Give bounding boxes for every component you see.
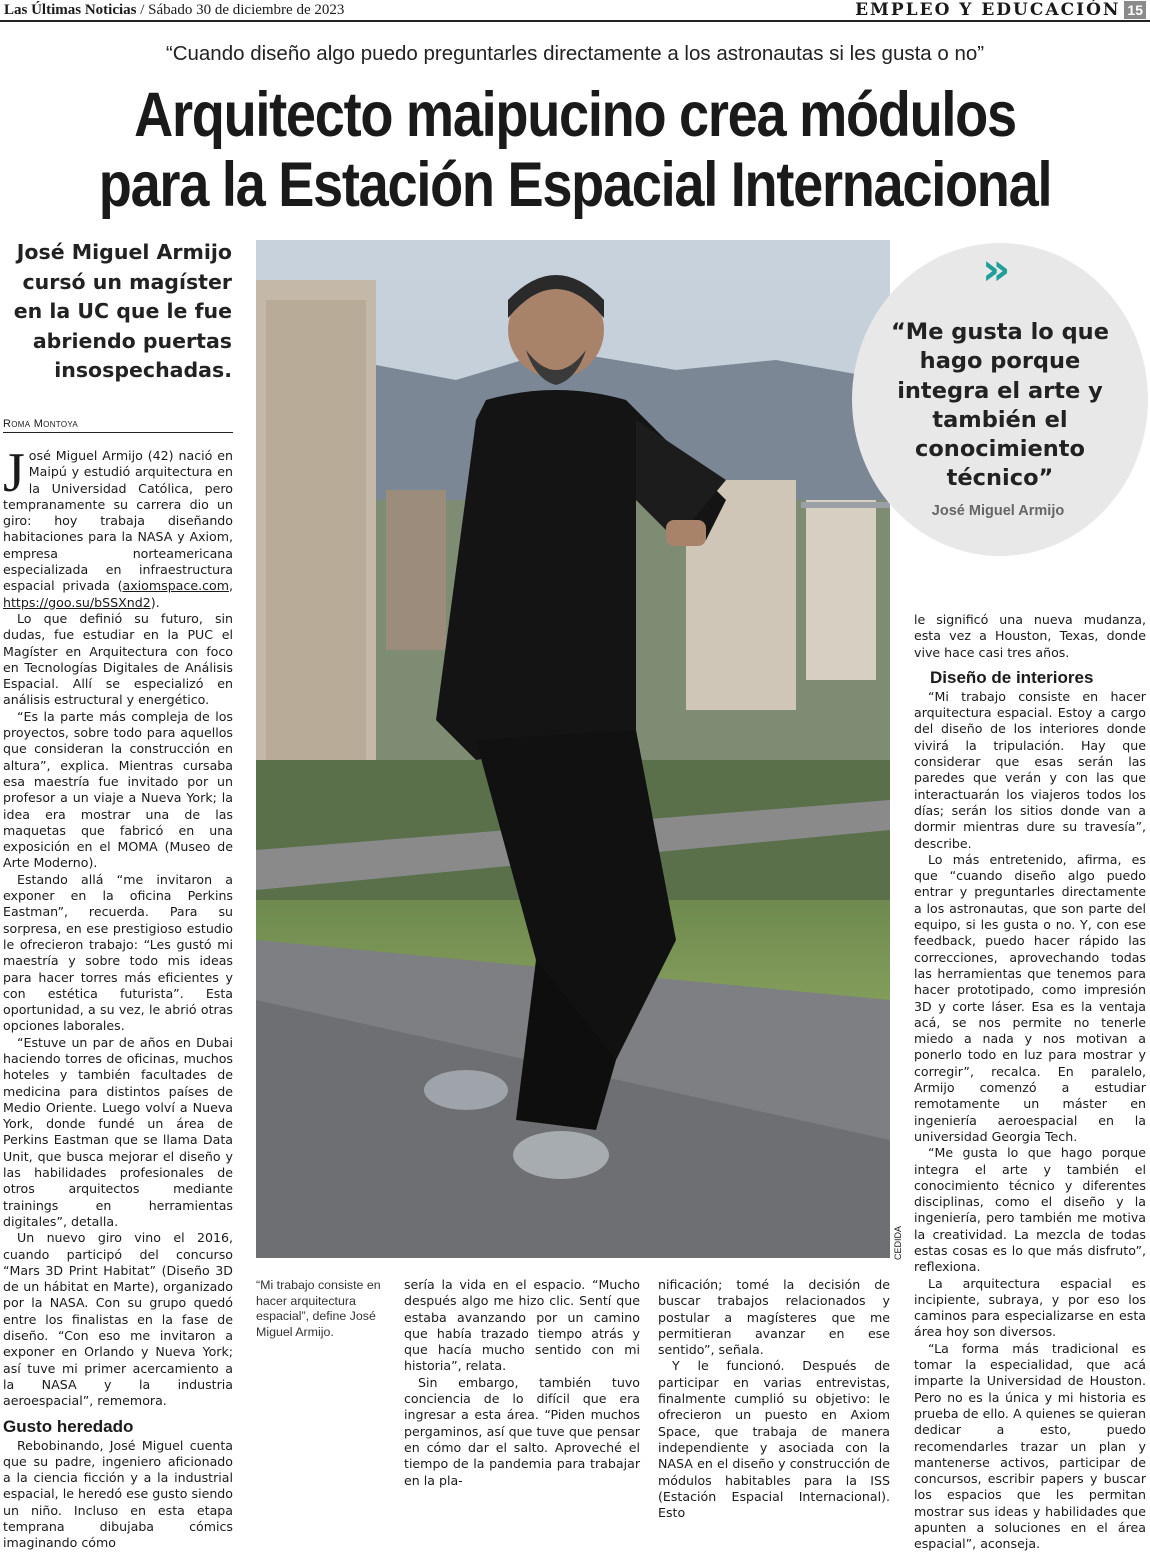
- drop-cap: J: [3, 442, 25, 504]
- deck-line: en la UC que le fue: [13, 299, 232, 323]
- portrait-photo: [256, 240, 890, 1258]
- header-separator: /: [136, 2, 149, 18]
- intro-text: ,: [228, 578, 233, 594]
- article-paragraph: “Estuve un par de años en Dubai haciendo torres de oficinas, muchos hoteles y también facultades de medicina para distintos países de Medio Oriente. Luego volví a Nueva York, donde fundé un área de Perkins Eastman que se llama Data Unit, que busca mejorar el diseño y las habilidades profesionales de otros arquitectos mediante trainings en herramientas digitales”, detalla.: [3, 1034, 233, 1229]
- article-paragraph: Lo que definió su futuro, sin dudas, fue estudiar en la PUC el Magíster en Arquitectura con foco en Tecnologías Digitales de Análisis Espacial. Allí se especializó en análisis estructural y energético.: [3, 610, 233, 708]
- masthead: [4, 2, 344, 19]
- pull-quote-text: “Me gusta lo que hago porque integra el arte y también el conocimiento técnico”: [891, 319, 1109, 492]
- photo-credit: CEDIDA: [893, 1226, 903, 1261]
- publication-name: Las Últimas Noticias: [4, 2, 137, 18]
- section-label: [855, 0, 1146, 20]
- article-column-4: [914, 612, 1146, 1553]
- subheading: Diseño de interiores: [930, 667, 1094, 687]
- article-paragraph: Estando allá “me invitaron a exponer en la oficina Perkins Eastman”, recuerda. Para su sorpresa, en ese prestigioso estudio le ofrecieron trabajo: “Les gustó mi maestría y sobre todo mis ideas para hacer torres más eficientes y con estética futurista”. Esta oportunidad, a su vez, le abrió otras opciones laborales.: [3, 871, 233, 1034]
- intro-text: osé Miguel Armijo (42) nació en Maipú y estudió arquitectura en la Universidad Católica, pero tempranamente su carrera dio un giro: hoy trabaja diseñando habitaciones para la NASA y Axiom, empresa norteamericana especializada en infraestructura espacial privada (: [3, 448, 233, 594]
- deck: [2, 238, 232, 386]
- publication-date: Sábado 30 de diciembre de 2023: [148, 2, 345, 18]
- headline-line-2: para la Estación Espacial Internacional: [98, 150, 1052, 220]
- headline-line-1: Arquitecto maipucino crea módulos: [134, 80, 1016, 150]
- deck-line: cursó un magíster: [22, 269, 232, 294]
- quote-marker-icon: »: [982, 244, 1011, 295]
- deck-line: abriendo puertas: [32, 328, 232, 353]
- section-name: EMPLEO Y EDUCACIÓN: [855, 0, 1121, 20]
- short-link[interactable]: https://goo.su/bSSXnd2: [3, 594, 151, 610]
- article-paragraph: “La forma más tradicional es tomar la especialidad, que acá imparte la Universidad de Houston. Pero no es la única y mi historia es prueba de ello. A quienes se quieran dedicar a esto, puedo recomendarles trazar un plan y mantenerse activos, participar de concursos, escribir papers y buscar los espacios que les permitan mostrar sus ideas y habilidades que apunten a soluciones en el área espacial”, aconseja.: [914, 1340, 1146, 1552]
- article-paragraph: “Mi trabajo consiste en hacer arquitectura espacial. Estoy a cargo del diseño de los interiores donde vivirá la tripulación. Hay que considerar que esas serán las paredes que verán y con las que interactuarán los viajeros todos los días; serán los sitios donde van a dormir mientras dure su travesía”, describe.: [914, 688, 1146, 851]
- article-paragraph: “Me gusta lo que hago porque integra el arte y también el conocimiento técnico y diferentes disciplinas, como el diseño y la ingeniería, pero también me motiva la creatividad. La mezcla de todas estas cosas es lo que más disfruto”, reflexiona.: [914, 1145, 1146, 1275]
- intro-text: ).: [150, 594, 160, 610]
- deck-line: José Miguel Armijo: [16, 240, 232, 264]
- article-paragraph: Rebobinando, José Miguel cuenta que su padre, ingeniero aficionado a la ciencia ficción y a la industrial espacial, le heredó ese gusto siendo un niño. Incluso en esta etapa temprana dibujaba cómics imaginando cómo: [3, 1437, 233, 1551]
- article-paragraph: Sin embargo, también tuvo conciencia de lo difícil que era ingresar a esta área. “Piden muchos pergaminos, así que tuve que pensar en cómo dar el salto. Aproveché el tiempo de la pandemia para trabajar en la pla-: [404, 1374, 640, 1488]
- photo-illustration: [256, 240, 890, 1258]
- deck-line: insospechadas.: [54, 358, 232, 382]
- article-column-3: [658, 1277, 890, 1521]
- photo-caption: “Mi trabajo consiste en hacer arquitectura espacial”, define José Miguel Armijo.: [256, 1278, 381, 1339]
- page-header: [0, 0, 1150, 22]
- article-paragraph: nificación; tomé la decisión de buscar trabajos relacionados y postular a magísteres que me permitieran avanzar en ese sentido”, señala.: [658, 1277, 890, 1358]
- article-paragraph: “Es la parte más compleja de los proyectos, sobre todo para aquellos que consideran la construcción en altura”, explica. Mientras cursaba esa maestría fue invitado por un profesor a un viaje a Nueva York; la idea era mostrar una de las maquetas que fabricó en una exposición en el MOMA (Museo de Arte Moderno).: [3, 708, 233, 871]
- article-column-2: [404, 1277, 640, 1489]
- kicker-quote: “Cuando diseño algo puedo preguntarles directamente a los astronautas si les gusta o no”: [165, 42, 985, 65]
- article-column-1: [3, 442, 233, 1552]
- article-paragraph: Lo más entretenido, afirma, es que “cuando diseño algo puedo entrar y preguntarles directamente a los astronautas, que son parte del equipo, si les gusta o no. Y, con ese feedback, puedo hacer rápido las correcciones, aprovechando todas las herramientas que tenemos para hacer prototipado, como impresión 3D y corte láser. Esa es la ventaja acá, se nos permite no tenerle miedo a nada y nos motivan a ponerlo todo en luz para mostrar y corregir”, recalca. En paralelo, Armijo comenzó a estudiar remotamente un máster en ingeniería aeroespacial en la universidad Georgia Tech.: [914, 851, 1146, 1144]
- article-paragraph: Y le funcionó. Después de participar en varias entrevistas, finalmente cumplió su objetivo: le ofrecieron un puesto en Axiom Space, que trabaja de manera independiente y asociada con la NASA en el diseño y construcción de módulos habitables para la ISS (Estación Espacial Internacional). Esto: [658, 1358, 890, 1521]
- pull-quote-author: José Miguel Armijo: [931, 503, 1065, 519]
- article-paragraph: Un nuevo giro vino el 2016, cuando participó del concurso “Mars 3D Print Habitat” (Diseño 3D de un hábitat en Marte), organizado por la NASA. Con su grupo quedó entre los finalistas en la fase de diseño. “Con eso me invitaron a exponer en Orlando y Nueva York; así tuve mi primer acercamiento a la NASA y la industria aeroespacial”, rememora.: [3, 1230, 233, 1409]
- byline: Roma Montoya: [3, 418, 233, 433]
- headline: [81, 80, 1070, 220]
- axiom-link[interactable]: axiomspace.com: [122, 578, 229, 594]
- page-number: 15: [1124, 1, 1146, 19]
- article-paragraph: le significó una nueva mudanza, esta vez a Houston, Texas, donde vive hace casi tres años.: [914, 612, 1146, 660]
- intro-paragraph: [3, 442, 233, 611]
- article-paragraph: sería la vida en el espacio. “Mucho después algo me hizo clic. Sentí que estaba avanzando por un camino que había trazado tiempo atrás y que hacía mucho sentido con mi historia”, relata.: [404, 1277, 640, 1374]
- subheading: Gusto heredado: [3, 1416, 134, 1436]
- article-paragraph: La arquitectura espacial es incipiente, subraya, y por eso los caminos para especializarse en esta área hoy son diversos.: [914, 1275, 1146, 1340]
